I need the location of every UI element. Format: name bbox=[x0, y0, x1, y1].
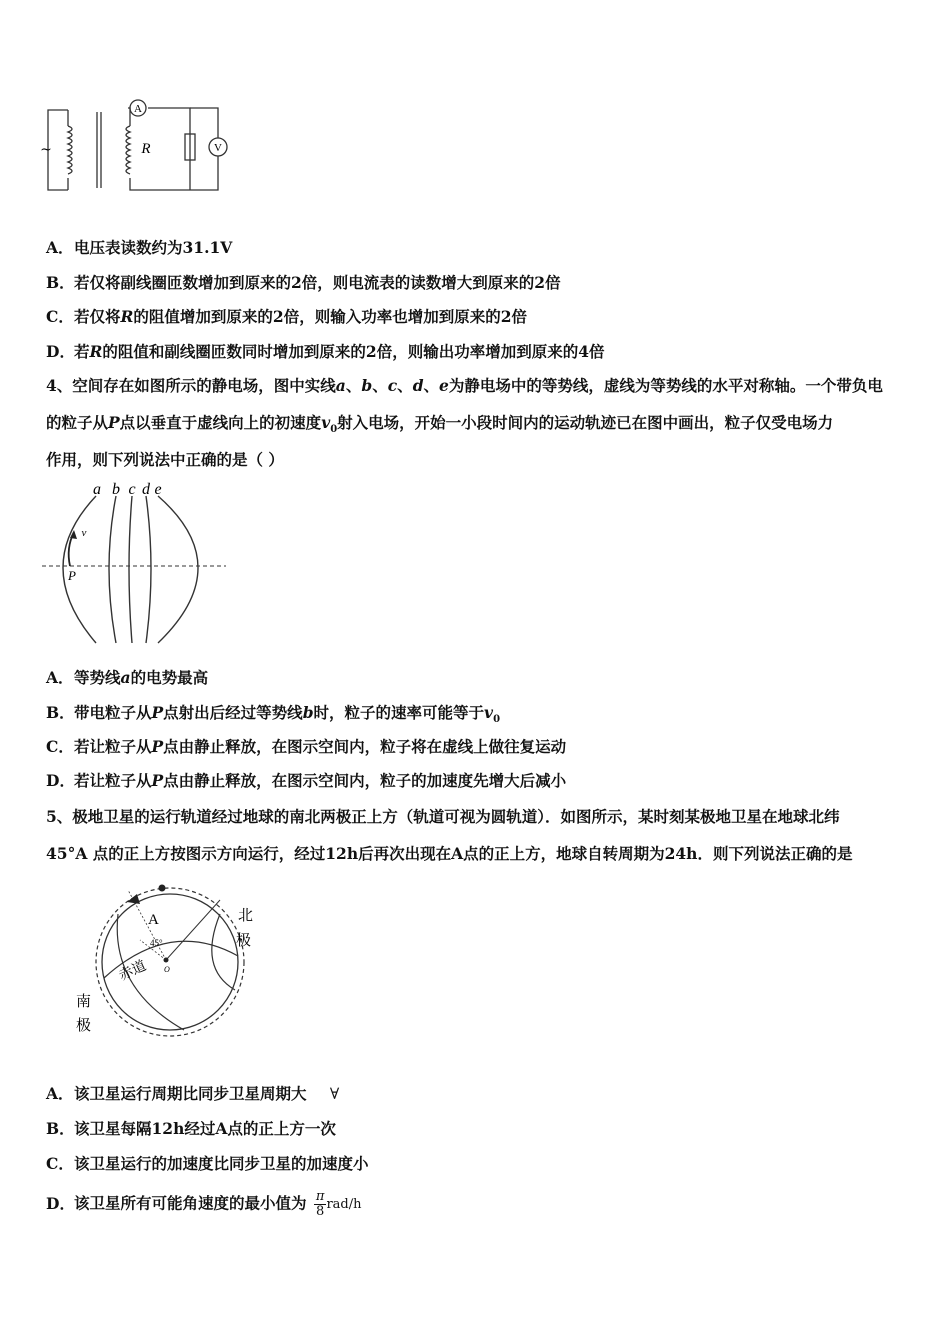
label-d: d bbox=[142, 481, 150, 498]
ac-source-symbol: ~ bbox=[40, 142, 52, 158]
q5-option-d: D．该卫星所有可能角速度的最小值为 $\frac{\pi}{8}$ rad/h bbox=[46, 1189, 362, 1219]
label-a: a bbox=[93, 481, 101, 498]
q5-stem-line2: 45°A 点的正上方按图示方向运行，经过12h后再次出现在A点的正上方，地球自转周期为24h．则下列说法正确的是 bbox=[46, 844, 853, 863]
south-label-1: 南 bbox=[76, 992, 92, 1010]
q5-stem-line1: 5、极地卫星的运行轨道经过地球的南北两极正上方（轨道可视为圆轨道）．如图所示，某时刻某极地卫星在地球北纬 bbox=[46, 807, 840, 826]
q3-option-d: D．若R的阻值和副线圈匝数同时增加到原来的2倍，则输出功率增加到原来的4倍 bbox=[46, 342, 605, 361]
voltmeter-label: V bbox=[214, 142, 222, 154]
q5-option-b: B．该卫星每隔12h经过A点的正上方一次 bbox=[46, 1119, 336, 1138]
transformer-circuit-figure bbox=[40, 98, 220, 198]
north-label-2: 极 bbox=[236, 931, 252, 949]
q4-option-c: C．若让粒子从P点由静止释放，在图示空间内，粒子将在虚线上做往复运动 bbox=[46, 737, 567, 756]
polar-satellite-figure bbox=[70, 878, 270, 1048]
q5-option-c: C．该卫星运行的加速度比同步卫星的加速度小 bbox=[46, 1154, 369, 1173]
north-label-1: 北 bbox=[238, 906, 254, 924]
label-p: P bbox=[68, 568, 76, 583]
q4-stem-line3: 作用，则下列说法中正确的是（ ） bbox=[46, 450, 284, 469]
ammeter-label: A bbox=[134, 103, 142, 115]
q4-option-a: A．等势线a的电势最高 bbox=[46, 668, 209, 687]
label-e: e bbox=[154, 481, 162, 498]
label-b: b bbox=[112, 481, 120, 498]
q3-option-a: A．电压表读数约为31.1V bbox=[46, 238, 233, 257]
label-c: c bbox=[128, 481, 136, 498]
point-a-label: A bbox=[148, 912, 159, 928]
q4-stem-line2: 的粒子从P点以垂直于虚线向上的初速度$v_0$射入电场，开始一小段时间内的运动轨迹已在图中画出，粒子仅受电场力 bbox=[46, 413, 834, 436]
resistor-label: R bbox=[141, 141, 151, 157]
angle-label: 45° bbox=[150, 938, 163, 948]
fraction-pi-over-8: $\frac{\pi}{8}$ bbox=[315, 1189, 325, 1219]
q4-option-b: B．带电粒子从P点射出后经过等势线b时，粒子的速率可能等于$v_0$ bbox=[46, 703, 501, 726]
equator-label: 赤道 bbox=[116, 957, 149, 985]
center-label: O bbox=[164, 965, 170, 974]
stray-mark: ∀ bbox=[329, 1085, 340, 1103]
equipotential-figure bbox=[40, 478, 230, 653]
q3-option-b: B．若仅将副线圈匝数增加到原来的2倍，则电流表的读数增大到原来的2倍 bbox=[46, 273, 561, 292]
label-v: v bbox=[81, 527, 87, 539]
south-label-2: 极 bbox=[76, 1016, 92, 1034]
q5-option-a: A．该卫星运行周期比同步卫星周期大 ∀ bbox=[46, 1084, 340, 1103]
q4-option-d: D．若让粒子从P点由静止释放，在图示空间内，粒子的加速度先增大后减小 bbox=[46, 771, 567, 790]
q3-option-c: C．若仅将R的阻值增加到原来的2倍，则输入功率也增加到原来的2倍 bbox=[46, 307, 527, 326]
q4-stem-line1: 4、空间存在如图所示的静电场，图中实线a、b、c、d、e为静电场中的等势线，虚线为等势线的水平对称轴。一个带负电 bbox=[46, 376, 883, 395]
